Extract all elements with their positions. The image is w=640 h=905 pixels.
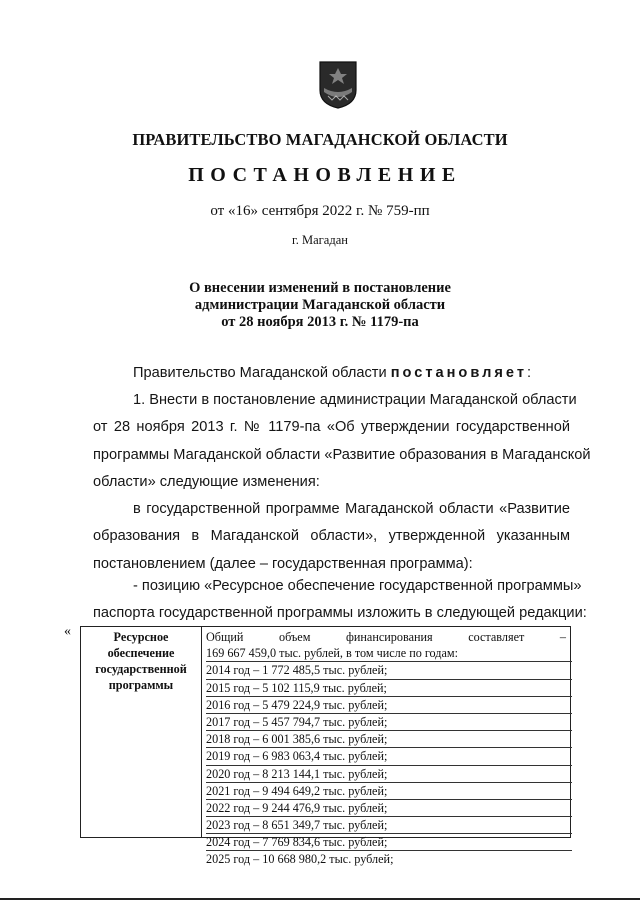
- year-line: 2024 год – 7 769 834,6 тыс. рублей;: [206, 834, 572, 851]
- year-line: 2019 год – 6 983 063,4 тыс. рублей;: [206, 748, 572, 765]
- year-line: 2021 год – 9 494 649,2 тыс. рублей;: [206, 783, 572, 800]
- paragraph-1: [93, 387, 591, 496]
- table-row-label: [81, 629, 201, 693]
- year-line: 2020 год – 8 213 144,1 тыс. рублей;: [206, 766, 572, 783]
- label-line: государственной: [95, 662, 187, 676]
- paragraph-line: - позицию «Ресурсное обеспечение государственной программы»: [133, 578, 582, 594]
- date-and-number: от «16» сентября 2022 г. № 759-пп: [210, 203, 430, 219]
- paragraph-line: постановлением (далее – государственная программа):: [93, 555, 473, 572]
- year-line: 2017 год – 5 457 794,7 тыс. рублей;: [206, 714, 572, 731]
- subject-line: администрации Магаданской области: [194, 297, 446, 313]
- coat-of-arms-icon: [318, 60, 358, 110]
- subject-line: от 28 ноября 2013 г. № 1179-па: [221, 314, 419, 330]
- paragraph-3: [93, 573, 587, 628]
- resource-table: [80, 626, 571, 867]
- table-row-value: [206, 629, 566, 868]
- page-edge-line: [0, 898, 640, 900]
- paragraph-line: в государственной программе Магаданской области «Развитие: [133, 501, 570, 517]
- label-line: Ресурсное: [113, 630, 169, 644]
- year-line: 2014 год – 1 772 485,5 тыс. рублей;: [206, 662, 572, 679]
- year-line: 2022 год – 9 244 476,9 тыс. рублей;: [206, 800, 572, 817]
- paragraph-2: [93, 496, 570, 578]
- opening-quote: «: [64, 624, 71, 639]
- label-line: программы: [108, 678, 174, 692]
- city-name: г. Магадан: [292, 233, 348, 247]
- intro-text: Правительство Магаданской области: [133, 365, 391, 381]
- intro-colon: :: [527, 365, 532, 381]
- word: –: [559, 630, 566, 644]
- word: объем: [279, 630, 311, 644]
- paragraph-line: области» следующие изменения:: [93, 473, 320, 490]
- document-type: ПОСТАНОВЛЕНИЕ: [188, 164, 462, 186]
- label-line: обеспечение: [107, 646, 175, 660]
- year-line: 2016 год – 5 479 224,9 тыс. рублей;: [206, 697, 572, 714]
- intro-paragraph: [93, 360, 570, 387]
- paragraph-line: 1. Внести в постановление администрации Магаданской области: [133, 392, 577, 408]
- year-line: 2015 год – 5 102 115,9 тыс. рублей;: [206, 680, 572, 697]
- word: Общий: [206, 630, 244, 644]
- document-subject: [0, 280, 640, 331]
- paragraph-line: образования в Магаданской области», утвержденной указанным: [93, 528, 570, 545]
- paragraph-line: программы Магаданской области «Развитие образования в Магаданской: [93, 446, 591, 463]
- intro-verb: постановляет: [390, 365, 527, 381]
- year-line: 2023 год – 8 651 349,7 тыс. рублей;: [206, 817, 572, 834]
- paragraph-line: паспорта государственной программы изложить в следующей редакции:: [93, 605, 587, 622]
- organization-title: ПРАВИТЕЛЬСТВО МАГАДАНСКОЙ ОБЛАСТИ: [132, 130, 508, 149]
- year-line: 2025 год – 10 668 980,2 тыс. рублей;: [206, 852, 394, 867]
- word: финансирования: [345, 630, 433, 644]
- word: составляет: [468, 630, 525, 644]
- subject-line: О внесении изменений в постановление: [189, 280, 451, 296]
- paragraph-line: от 28 ноября 2013 г. № 1179-па «Об утверждении государственной: [93, 419, 570, 436]
- table-divider: [201, 627, 202, 837]
- year-line: 2018 год – 6 001 385,6 тыс. рублей;: [206, 731, 572, 748]
- funding-total-amount: 169 667 459,0 тыс. рублей, в том числе по годам:: [206, 645, 572, 662]
- funding-total-line: [206, 629, 566, 645]
